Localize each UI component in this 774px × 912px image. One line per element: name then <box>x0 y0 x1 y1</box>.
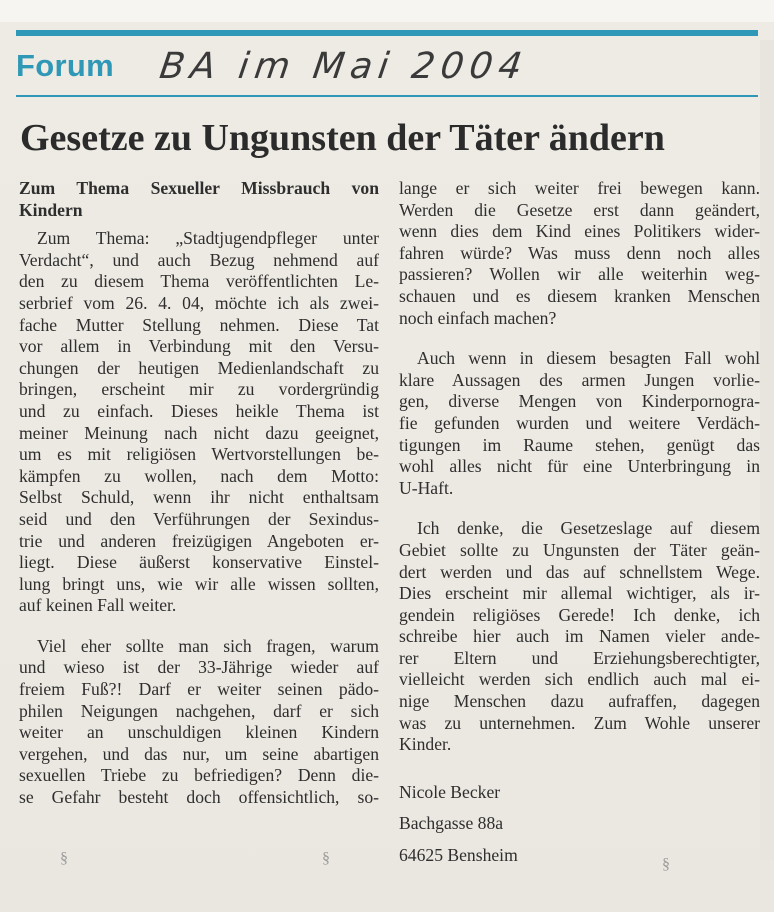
article-text-line: Werden die Gesetze erst dann geändert, <box>399 199 760 220</box>
article-text-line: Ich denke, die Gesetzeslage auf diesem <box>417 518 760 539</box>
article-text-line: U-Haft. <box>399 477 454 498</box>
article-text-line: noch einfach machen? <box>399 307 557 328</box>
article-text-line: weiter an unschuldigen kleinen Kindern <box>19 722 379 743</box>
article-text-line: schauen und es diesem kranken Menschen <box>399 285 760 306</box>
article-text-line: Selbst Schuld, wenn ihr nicht enthaltsam <box>19 487 379 508</box>
scan-mark: § <box>60 850 68 867</box>
article-text-line: Auch wenn in diesem besagten Fall wohl <box>417 348 760 369</box>
article-text-line: dert werden und das auf schnellstem Wege. <box>399 561 760 582</box>
scan-edge <box>760 40 774 860</box>
article-text-line: wenn dies dem Kind eines Politikers wider- <box>399 221 760 242</box>
article-text-line: freiem Fuß?! Darf er weiter seinen pädo- <box>19 679 379 700</box>
article-text-line: auf keinen Fall weiter. <box>19 595 177 616</box>
article-text-line: wohl alles nicht für eine Unterbringung in <box>399 456 760 477</box>
article-text-line: chungen der heutigen Medienlandschaft zu <box>19 357 379 378</box>
article-text-line: passieren? Wollen wir alle weiterhin weg- <box>399 264 760 285</box>
article-text-line: lung bringt uns, wie wir alle wissen sollten, <box>19 573 379 594</box>
article-text-line: um es mit religiösen Wertvorstellungen be- <box>19 444 379 465</box>
scan-mark: § <box>322 850 330 867</box>
author-street: Bachgasse 88a <box>399 813 504 834</box>
article-text-line: nige Menschen dazu aufraffen, dagegen <box>399 691 760 712</box>
article-subhead: Kindern <box>19 199 83 220</box>
article-text-line: Kinder. <box>399 734 452 755</box>
article-text-line: trie und anderen freizügigen Angeboten er- <box>19 530 379 551</box>
article-text-line: gen, diverse Mengen von Kinderpornogra- <box>399 391 760 412</box>
article-text-line: lange er sich weiter frei bewegen kann. <box>399 178 760 198</box>
paragraph-gap <box>399 803 760 813</box>
paragraph-gap <box>399 756 760 782</box>
left-column <box>19 178 379 809</box>
article-text-line: Zum Thema: „Stadtjugendpfleger unter <box>37 228 379 249</box>
article-text-line: meiner Meinung nach nicht dazu geeignet, <box>19 422 379 443</box>
article-text-line: und zu einfach. Dieses heikle Thema ist <box>19 400 379 421</box>
article-text-line: bringen, erscheint mir zu vordergründig <box>19 379 379 400</box>
article-text-line: Verdacht“, und auch Bezug nehmend auf <box>19 249 379 270</box>
article-text-line: Gebiet sollte zu Ungunsten der Täter geän- <box>399 539 760 560</box>
article-text-line: Viel eher sollte man sich fragen, warum <box>37 635 379 656</box>
article-text-line: fache Mutter Stellung nehmen. Diese Tat <box>19 314 379 335</box>
article-text-line: kämpfen zu wollen, nach dem Motto: <box>19 465 379 486</box>
article-text-line: fie gefunden wurden und weitere Verdäch- <box>399 412 760 433</box>
article-text-line: was zu unternehmen. Zum Wohle unserer <box>399 712 760 733</box>
article-text-line: rer Eltern und Erziehungsberechtigter, <box>399 647 760 668</box>
article-text-line: schreibe hier auch im Namen vieler ande- <box>399 626 760 647</box>
article-text-line: vergehen, und das nur, um seine abartigen <box>19 743 379 764</box>
article-text-line: sexuellen Triebe zu befriedigen? Denn die- <box>19 765 379 786</box>
paragraph-gap <box>399 835 760 845</box>
article-text-line: se Gefahr besteht doch offensichtlich, so- <box>19 787 379 808</box>
article-text-line: fahren würde? Was muss denn noch alles <box>399 242 760 263</box>
paragraph-gap <box>19 221 379 228</box>
article-text-line: vor allem in Verbindung mit den Versu- <box>19 336 379 357</box>
article-subhead: Zum Thema Sexueller Missbrauch von <box>19 178 379 198</box>
author-city: 64625 Bensheim <box>399 845 518 866</box>
handwritten-date-note: BA im Mai 2004 <box>157 46 531 87</box>
header-underline <box>16 95 758 97</box>
paragraph-gap <box>399 499 760 518</box>
header-rule <box>16 30 758 36</box>
article-text-line: und wieso ist der 33-Jährige wieder auf <box>19 657 379 678</box>
article-text-line: klare Aussagen des armen Jungen vorlie- <box>399 369 760 390</box>
article-text-line: serbrief vom 26. 4. 04, möchte ich als zwei- <box>19 292 379 313</box>
article-text-line: liegt. Diese äußerst konservative Einstel- <box>19 552 379 573</box>
paragraph-gap <box>19 617 379 636</box>
article-text-line: Dies erscheint mir allemal wichtiger, als ir- <box>399 583 760 604</box>
article-text-line: vielleicht werden sich endlich auch mal ei- <box>399 669 760 690</box>
section-label: Forum <box>16 48 114 83</box>
article-text-line: gendein religiöses Gerede! Ich denke, ich <box>399 604 760 625</box>
scan-margin <box>0 0 774 22</box>
author-name: Nicole Becker <box>399 781 501 802</box>
article-headline: Gesetze zu Ungunsten der Täter ändern <box>20 117 665 159</box>
article-text-line: tigungen im Raume stehen, genügt das <box>399 434 760 455</box>
article-text-line: seid und den Verführungen der Sexindus- <box>19 508 379 529</box>
paragraph-gap <box>399 329 760 348</box>
article-text-line: den zu diesem Thema veröffentlichten Le- <box>19 271 379 292</box>
right-column <box>399 178 760 867</box>
article-text-line: philen Neigungen nachgehen, darf er sich <box>19 700 379 721</box>
scan-mark: § <box>662 856 670 873</box>
